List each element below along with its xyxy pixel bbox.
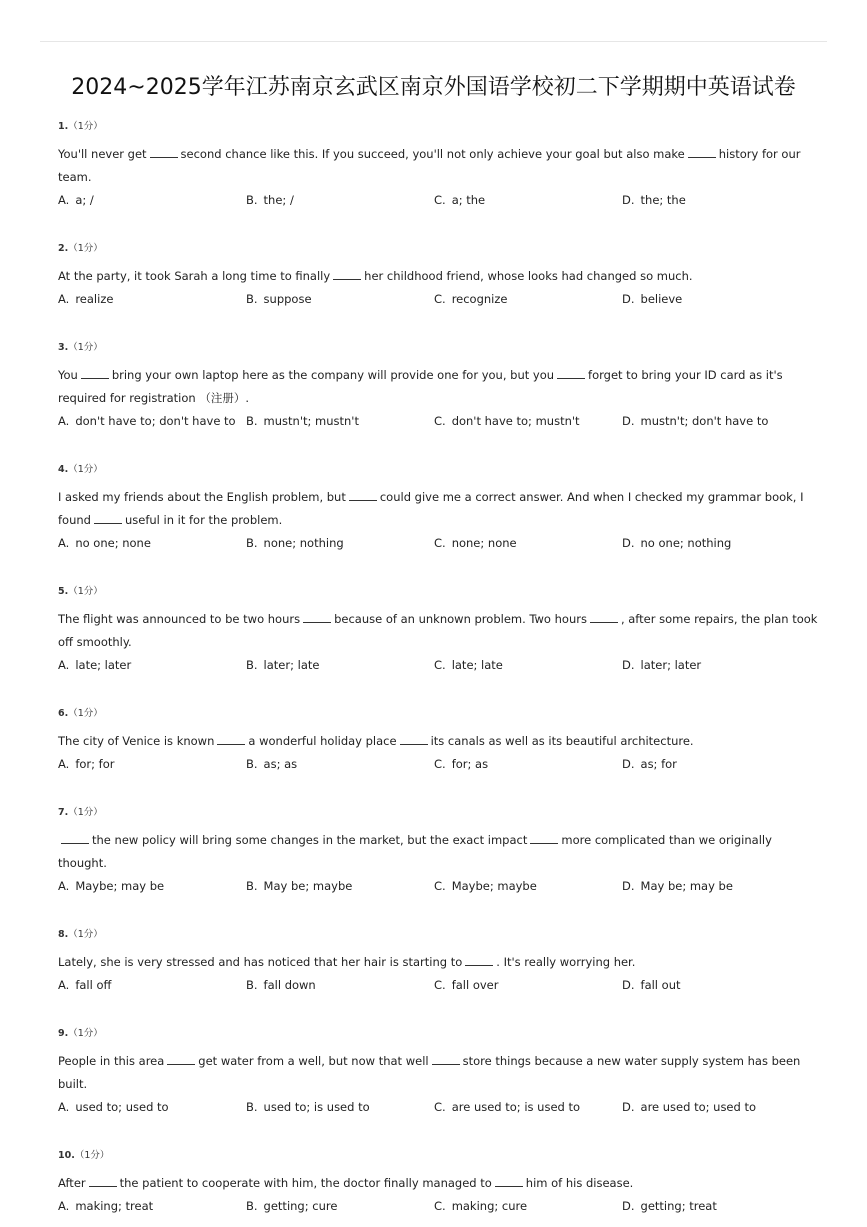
question-text-segment: useful in it for the problem. [124,513,283,527]
option-letter: B. [246,978,258,992]
option-text: the; / [263,193,294,207]
answer-option [622,654,810,677]
option-letter: C. [434,414,446,428]
question-text-segment: At the party, it took Sarah a long time to finally [58,269,331,283]
option-letter: B. [246,292,258,306]
option-letter: C. [434,292,446,306]
option-text: as; for [640,757,677,771]
question-score: （1分） [74,1150,110,1161]
question-text-segment: the patient to cooperate with him, the doctor finally managed to [119,1176,492,1190]
option-text: recognize [451,292,508,306]
answer-option [58,288,246,311]
question-list [58,116,818,1218]
option-row [58,1195,818,1218]
option-text: making; cure [451,1199,528,1213]
answer-option [246,753,434,776]
option-letter: C. [434,757,446,771]
question-block [58,802,818,898]
option-row [58,410,818,433]
answer-option [622,1096,810,1119]
option-letter: D. [622,1199,635,1213]
question-header [58,116,818,138]
option-row [58,753,818,776]
option-letter: B. [246,1100,258,1114]
option-text: believe [640,292,683,306]
option-row [58,1096,818,1119]
question-block [58,581,818,677]
option-letter: D. [622,414,635,428]
option-text: a; / [75,193,94,207]
option-row [58,532,818,555]
option-text: no one; none [75,536,151,550]
question-header [58,337,818,359]
option-letter: C. [434,978,446,992]
option-letter: A. [58,658,70,672]
question-score: （1分） [68,586,103,597]
answer-blank [590,612,618,623]
question-text [58,730,818,753]
question-text-segment: store things because a new water supply system has been built. [58,1054,801,1091]
answer-blank [94,513,122,524]
answer-option [434,875,622,898]
answer-option [246,1096,434,1119]
option-text: realize [75,292,114,306]
option-letter: C. [434,658,446,672]
answer-option [246,288,434,311]
question-block [58,238,818,311]
option-row [58,974,818,997]
option-letter: D. [622,292,635,306]
answer-option [58,654,246,677]
answer-option [434,410,622,433]
option-text: used to; is used to [263,1100,370,1114]
question-text-segment: The city of Venice is known [58,734,215,748]
question-text-segment: bring your own laptop here as the company will provide one for you, but you [111,368,555,382]
answer-blank [432,1054,460,1065]
question-score: （1分） [68,1028,103,1039]
answer-option [58,974,246,997]
question-score: （1分） [68,807,103,818]
option-row [58,654,818,677]
option-text: fall down [263,978,316,992]
question-text-segment: get water from a well, but now that well [198,1054,429,1068]
answer-option [434,288,622,311]
option-text: late; late [451,658,503,672]
option-letter: B. [246,1199,258,1213]
question-text-segment: I asked my friends about the English problem, but [58,490,346,504]
answer-blank [688,147,716,158]
question-header [58,581,818,603]
option-text: mustn't; don't have to [640,414,769,428]
answer-option [622,410,810,433]
question-text [58,143,818,189]
option-text: mustn't; mustn't [263,414,359,428]
answer-blank [303,612,331,623]
option-row [58,288,818,311]
question-header [58,1145,818,1167]
option-letter: A. [58,978,70,992]
question-header [58,1023,818,1045]
question-score: （1分） [68,121,103,132]
question-text-segment: You [58,368,78,382]
answer-option [246,189,434,212]
question-text-segment: The flight was announced to be two hours [58,612,301,626]
option-letter: A. [58,1100,70,1114]
answer-option [434,654,622,677]
answer-option [246,875,434,898]
answer-option [246,974,434,997]
option-text: Maybe; may be [75,879,165,893]
question-score: （1分） [68,929,103,940]
answer-option [622,753,810,776]
answer-option [58,1195,246,1218]
question-number: 2. [58,243,69,254]
option-letter: B. [246,536,258,550]
option-text: don't have to; mustn't [451,414,580,428]
option-text: late; later [75,658,132,672]
option-text: later; late [263,658,320,672]
question-text-segment: second chance like this. If you succeed, you'll not only achieve your goal but also make [180,147,685,161]
question-text [58,364,818,410]
option-letter: A. [58,292,70,306]
option-text: fall out [640,978,681,992]
answer-option [246,1195,434,1218]
answer-option [246,532,434,555]
question-text-segment: could give me a correct answer. And when I checked my grammar book, I found [58,490,804,527]
answer-blank [150,147,178,158]
question-score: （1分） [68,342,103,353]
question-header [58,459,818,481]
option-letter: B. [246,193,258,207]
question-text [58,486,818,532]
question-number: 10. [58,1150,75,1161]
question-number: 6. [58,708,69,719]
answer-option [58,753,246,776]
answer-option [434,974,622,997]
answer-blank [89,1176,117,1187]
answer-option [58,532,246,555]
answer-option [246,654,434,677]
question-number: 5. [58,586,69,597]
question-header [58,238,818,260]
question-block [58,1023,818,1119]
option-letter: D. [622,879,635,893]
option-text: for; as [451,757,489,771]
option-letter: B. [246,658,258,672]
answer-option [246,410,434,433]
option-text: getting; treat [640,1199,717,1213]
question-text-segment: its canals as well as its beautiful architecture. [430,734,694,748]
option-text: used to; used to [75,1100,169,1114]
question-block [58,116,818,212]
question-text-segment: her childhood friend, whose looks had changed so much. [364,269,693,283]
option-text: for; for [75,757,115,771]
answer-blank [530,833,558,844]
question-text-segment: Lately, she is very stressed and has noticed that her hair is starting to [58,955,463,969]
option-text: none; nothing [263,536,344,550]
option-text: suppose [263,292,312,306]
option-letter: C. [434,536,446,550]
option-letter: D. [622,978,635,992]
question-text-segment: because of an unknown problem. Two hours [334,612,587,626]
option-text: are used to; is used to [451,1100,581,1114]
question-text-segment: . It's really worrying her. [496,955,636,969]
answer-option [58,1096,246,1119]
question-number: 4. [58,464,69,475]
question-text [58,608,818,654]
option-letter: A. [58,757,70,771]
answer-option [622,288,810,311]
option-text: are used to; used to [640,1100,757,1114]
question-text-segment: After [58,1176,86,1190]
option-row [58,875,818,898]
question-number: 1. [58,121,69,132]
page-title: 2024~2025学年江苏南京玄武区南京外国语学校初二下学期期中英语试卷 [71,75,796,100]
question-block [58,337,818,433]
question-text-segment: forget to bring your ID card as it's required for registration （注册）. [58,368,783,405]
question-number: 9. [58,1028,69,1039]
option-text: as; as [263,757,298,771]
option-text: Maybe; maybe [451,879,537,893]
question-text [58,265,818,288]
option-letter: C. [434,193,446,207]
question-text [58,1050,818,1096]
question-block [58,459,818,555]
question-text-segment: more complicated than we originally thought. [58,833,772,870]
question-text-segment: him of his disease. [525,1176,634,1190]
answer-blank [217,734,245,745]
question-number: 7. [58,807,69,818]
option-letter: D. [622,658,635,672]
answer-option [622,1195,810,1218]
option-letter: A. [58,1199,70,1213]
question-text-segment: the new policy will bring some changes in the market, but the exact impact [92,833,528,847]
answer-option [434,532,622,555]
question-block [58,1145,818,1218]
question-text-segment: People in this area [58,1054,165,1068]
answer-option [622,875,810,898]
answer-blank [61,833,89,844]
question-text-segment: a wonderful holiday place [248,734,397,748]
answer-option [622,189,810,212]
answer-blank [167,1054,195,1065]
answer-blank [465,955,493,966]
option-text: fall off [75,978,112,992]
answer-option [434,1195,622,1218]
question-number: 8. [58,929,69,940]
answer-blank [333,269,361,280]
answer-blank [400,734,428,745]
question-text [58,951,818,974]
question-text-segment: You'll never get [58,147,147,161]
option-letter: B. [246,879,258,893]
question-text [58,1172,818,1195]
answer-blank [81,368,109,379]
option-letter: D. [622,536,635,550]
option-letter: C. [434,1100,446,1114]
option-text: none; none [451,536,517,550]
answer-option [58,875,246,898]
option-letter: D. [622,1100,635,1114]
option-text: later; later [640,658,702,672]
question-block [58,924,818,997]
answer-blank [349,490,377,501]
option-text: no one; nothing [640,536,732,550]
option-row [58,189,818,212]
option-letter: A. [58,536,70,550]
question-block [58,703,818,776]
answer-option [434,189,622,212]
answer-option [434,1096,622,1119]
option-letter: B. [246,414,258,428]
answer-option [58,410,246,433]
answer-blank [495,1176,523,1187]
question-text-segment: history for our team. [58,147,801,184]
option-text: the; the [640,193,686,207]
option-letter: D. [622,757,635,771]
question-score: （1分） [68,464,103,475]
question-text [58,829,818,875]
question-number: 3. [58,342,69,353]
question-text-segment: , after some repairs, the plan took off smoothly. [58,612,818,649]
top-divider [40,41,827,42]
option-letter: C. [434,879,446,893]
option-text: a; the [451,193,486,207]
answer-option [58,189,246,212]
answer-option [622,974,810,997]
question-header [58,703,818,725]
question-header [58,924,818,946]
option-letter: C. [434,1199,446,1213]
option-text: May be; may be [640,879,733,893]
answer-option [622,532,810,555]
answer-option [434,753,622,776]
option-text: May be; maybe [263,879,353,893]
option-letter: A. [58,193,70,207]
answer-blank [557,368,585,379]
option-letter: B. [246,757,258,771]
option-text: fall over [451,978,499,992]
option-letter: A. [58,879,70,893]
option-letter: D. [622,193,635,207]
option-text: getting; cure [263,1199,338,1213]
question-score: （1分） [68,708,103,719]
question-score: （1分） [68,243,103,254]
option-text: don't have to; don't have to [75,414,236,428]
question-header [58,802,818,824]
option-letter: A. [58,414,70,428]
option-text: making; treat [75,1199,154,1213]
